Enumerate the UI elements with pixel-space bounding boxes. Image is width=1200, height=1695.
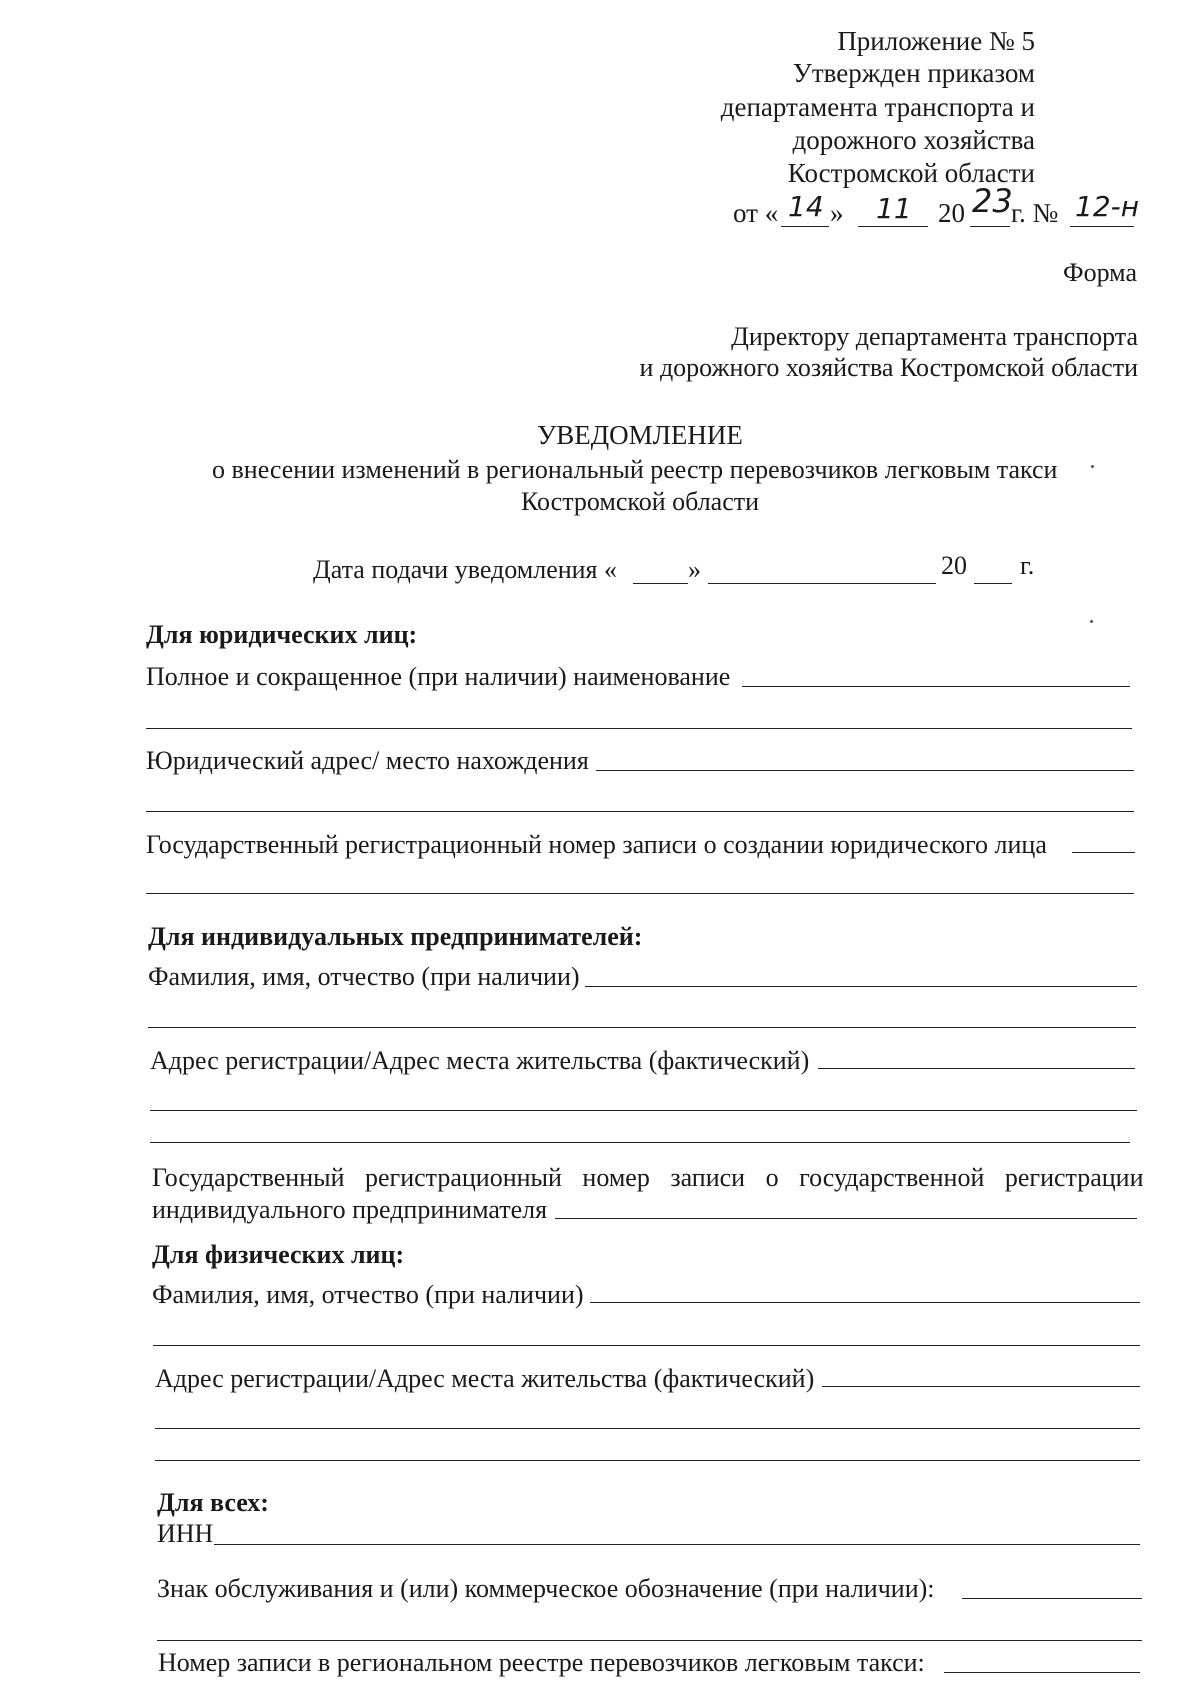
entrepreneur-address-field[interactable] (818, 1068, 1135, 1069)
registry-number-label: Номер записи в региональном реестре перевозчиков легковым такси: (158, 1648, 925, 1677)
individuals-heading: Для физических лиц: (152, 1240, 405, 1269)
entrepreneur-reg-number-label-2: индивидуального предпринимателя (152, 1195, 548, 1224)
form-label: Форма (1063, 258, 1137, 287)
legal-name-field[interactable] (742, 686, 1130, 687)
legal-name-label: Полное и сокращенное (при наличии) наименование (146, 662, 731, 691)
legal-entities-heading: Для юридических лиц: (146, 620, 418, 649)
inn-label: ИНН (157, 1519, 214, 1548)
order-date-prefix: от « (733, 198, 779, 228)
all-heading: Для всех: (157, 1488, 269, 1517)
individual-fio-label: Фамилия, имя, отчество (при наличии) (152, 1280, 584, 1309)
order-day-close: » (830, 198, 844, 228)
order-number-handwritten: 12-н (1075, 190, 1140, 223)
department-line-2: дорожного хозяйства (792, 125, 1035, 155)
legal-reg-number-label: Государственный регистрационный номер записи о создании юридического лица (146, 830, 1047, 859)
legal-address-field-continued[interactable] (146, 811, 1134, 812)
legal-reg-number-field[interactable] (1072, 852, 1135, 853)
legal-address-label: Юридический адрес/ место нахождения (146, 746, 589, 775)
approved-by-order: Утвержден приказом (792, 58, 1035, 88)
service-mark-field-continued[interactable] (157, 1640, 1142, 1641)
inn-field[interactable] (214, 1544, 1140, 1545)
entrepreneur-address-field-continued-2[interactable] (150, 1142, 1130, 1143)
legal-reg-number-field-continued[interactable] (146, 893, 1134, 894)
registry-number-field[interactable] (944, 1672, 1140, 1673)
individual-address-field-continued-2[interactable] (155, 1460, 1140, 1461)
legal-name-field-continued[interactable] (146, 728, 1132, 729)
addressee-line-2: и дорожного хозяйства Костромской области (639, 353, 1138, 382)
order-month-handwritten: 11 (876, 192, 912, 225)
region-name: Костромской области (787, 158, 1035, 188)
entrepreneur-reg-number-field[interactable] (555, 1218, 1137, 1219)
entrepreneur-address-field-continued-1[interactable] (150, 1110, 1137, 1111)
individual-fio-field[interactable] (590, 1302, 1140, 1303)
document-subtitle-line-2: Костромской области (520, 487, 760, 516)
submission-date-close-quote: » (688, 555, 701, 584)
entrepreneur-reg-number-label-1: Государственный регистрационный номер записи о государственной регистрации (152, 1163, 1144, 1192)
entrepreneur-fio-label: Фамилия, имя, отчество (при наличии) (148, 962, 580, 991)
entrepreneurs-heading: Для индивидуальных предпринимателей: (148, 922, 643, 951)
service-mark-field[interactable] (962, 1598, 1142, 1599)
appendix-number: Приложение № 5 (837, 26, 1035, 56)
submission-date-year-suffix: г. (1020, 551, 1035, 580)
individual-address-field[interactable] (822, 1386, 1140, 1387)
individual-address-field-continued-1[interactable] (155, 1428, 1140, 1429)
legal-address-field[interactable] (596, 770, 1134, 771)
individual-fio-field-continued[interactable] (153, 1345, 1140, 1346)
individual-address-label: Адрес регистрации/Адрес места жительства (фактический) (155, 1364, 815, 1393)
entrepreneur-fio-field-continued[interactable] (148, 1027, 1136, 1028)
order-number-label: г. № (1011, 198, 1059, 228)
addressee-line-1: Директору департамента транспорта (731, 322, 1138, 351)
submission-date-label: Дата подачи уведомления « (313, 555, 618, 584)
order-year-prefix: 20 (938, 198, 965, 228)
entrepreneur-address-label: Адрес регистрации/Адрес места жительства (фактический) (150, 1046, 810, 1075)
service-mark-label: Знак обслуживания и (или) коммерческое обозначение (при наличии): (157, 1574, 935, 1603)
order-year-handwritten: 23 (972, 182, 1013, 220)
order-day-handwritten: 14 (788, 190, 824, 223)
entrepreneur-fio-field[interactable] (585, 986, 1137, 987)
document-subtitle-line-1: о внесении изменений в региональный реестр перевозчиков легковым такси (212, 455, 1058, 484)
submission-date-century: 20 (941, 551, 967, 580)
document-title: УВЕДОМЛЕНИЕ (537, 420, 743, 450)
department-line-1: департамента транспорта и (720, 92, 1035, 122)
